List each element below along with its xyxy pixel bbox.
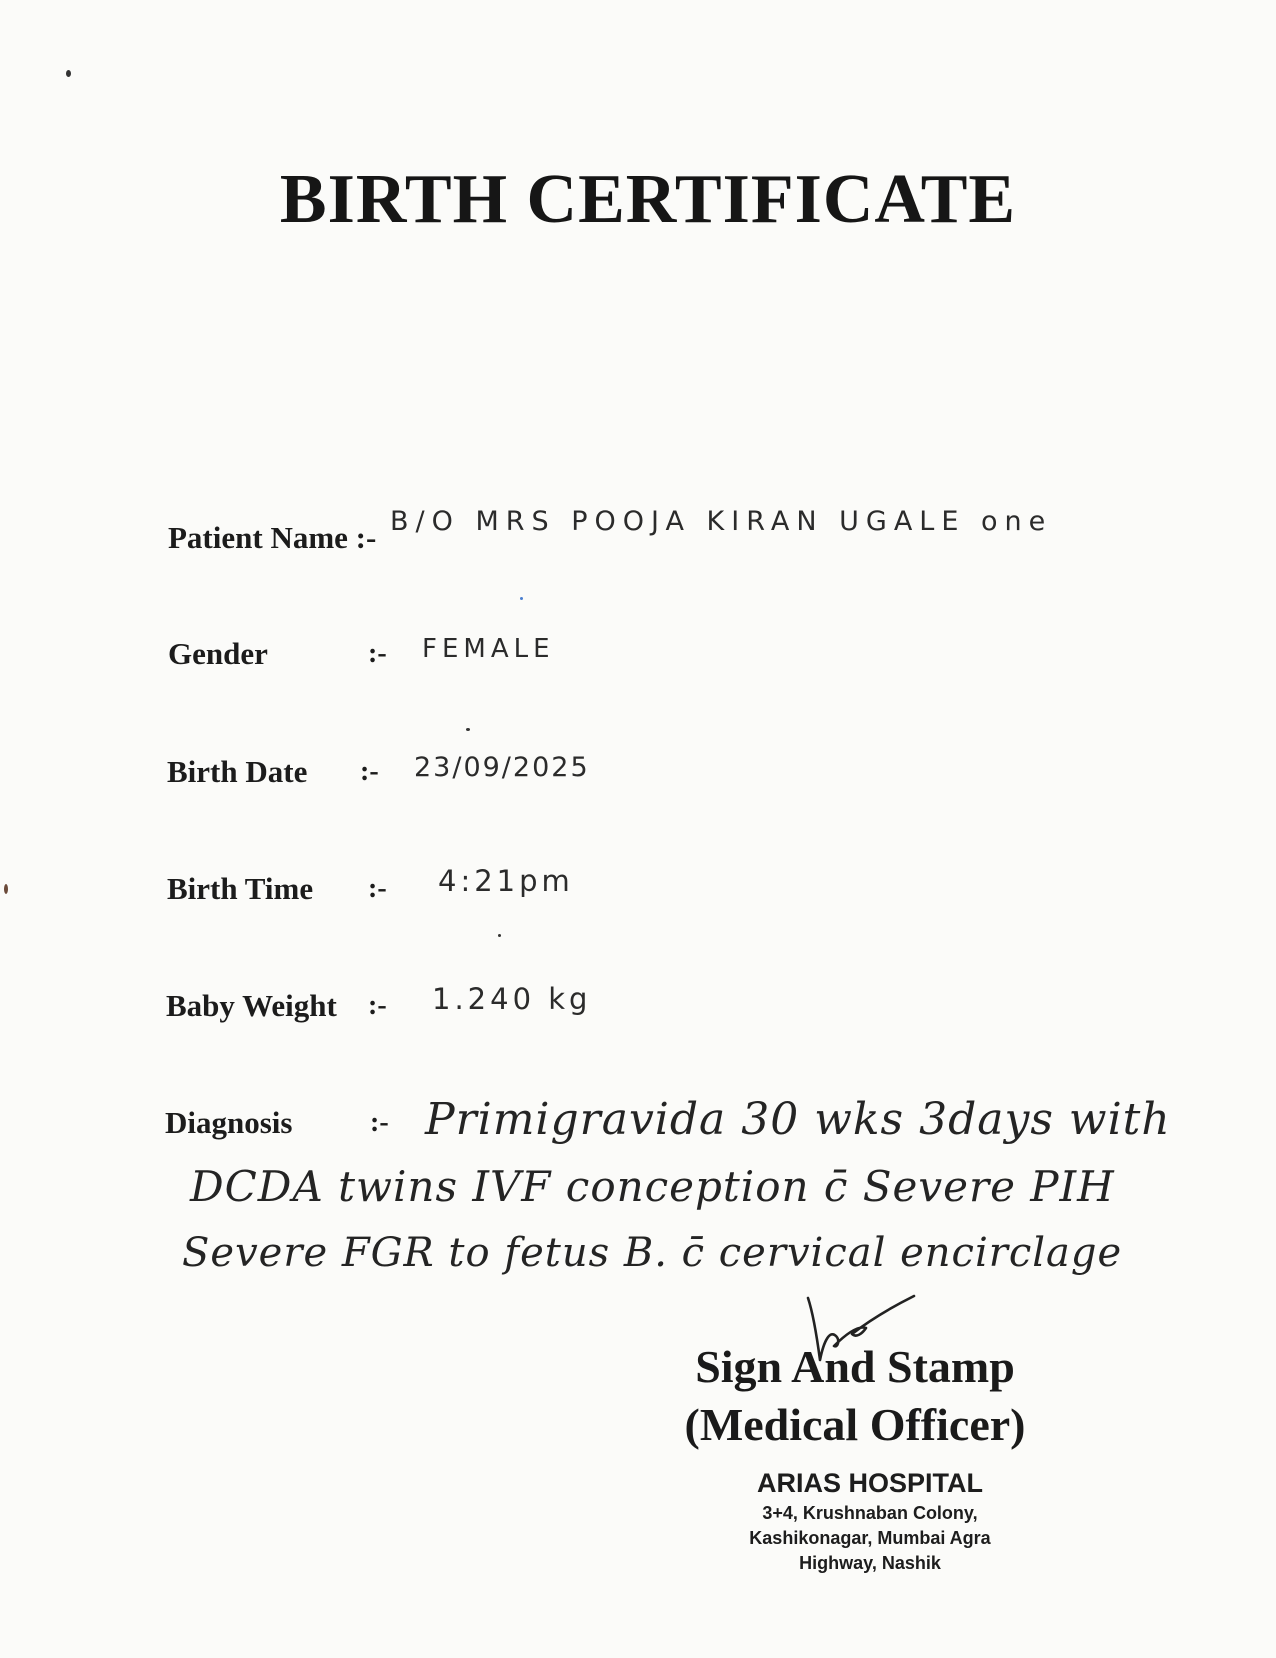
birth-date-separator: :- bbox=[360, 756, 379, 787]
patient-name-value: B/O MRS POOJA KIRAN UGALE one bbox=[390, 506, 1053, 537]
birth-date-label: Birth Date bbox=[167, 754, 308, 789]
hospital-stamp bbox=[720, 1465, 1020, 1576]
hospital-address-line-1: 3+4, Krushnaban Colony, bbox=[762, 1503, 978, 1523]
baby-weight-separator: :- bbox=[368, 990, 387, 1021]
gender-label: Gender bbox=[168, 636, 268, 671]
scan-speck bbox=[466, 728, 470, 731]
diagnosis-separator: :- bbox=[370, 1107, 389, 1138]
birth-date-value: 23/09/2025 bbox=[414, 752, 590, 783]
scan-speck bbox=[4, 884, 8, 894]
diagnosis-line-2: DCDA twins IVF conception c̄ Severe PIH bbox=[190, 1162, 1115, 1211]
diagnosis-line-1: Primigravida 30 wks 3days with bbox=[425, 1094, 1171, 1145]
birth-time-separator: :- bbox=[368, 873, 387, 904]
birth-time-value: 4:21pm bbox=[438, 864, 574, 898]
birth-time-label: Birth Time bbox=[167, 871, 314, 906]
patient-name-label: Patient Name :- bbox=[168, 520, 377, 555]
diagnosis-label: Diagnosis bbox=[165, 1105, 293, 1140]
sign-and-stamp-text: Sign And Stamp bbox=[695, 1341, 1015, 1392]
hospital-address-line-3: Highway, Nashik bbox=[799, 1553, 941, 1573]
sign-and-stamp-block bbox=[640, 1338, 1070, 1454]
gender-separator: :- bbox=[368, 638, 387, 669]
baby-weight-label: Baby Weight bbox=[166, 988, 337, 1023]
scan-speck bbox=[66, 70, 71, 77]
hospital-address-line-2: Kashikonagar, Mumbai Agra bbox=[749, 1528, 991, 1548]
medical-officer-text: (Medical Officer) bbox=[684, 1399, 1026, 1450]
baby-weight-value: 1.240 kg bbox=[432, 982, 592, 1016]
hospital-name: ARIAS HOSPITAL bbox=[756, 1468, 983, 1498]
diagnosis-line-3: Severe FGR to fetus B. c̄ cervical encirclage bbox=[182, 1230, 1123, 1276]
scan-speck bbox=[520, 597, 523, 600]
document-title: BIRTH CERTIFICATE bbox=[279, 161, 1017, 238]
gender-value: FEMALE bbox=[422, 634, 555, 664]
scan-speck bbox=[498, 934, 501, 937]
